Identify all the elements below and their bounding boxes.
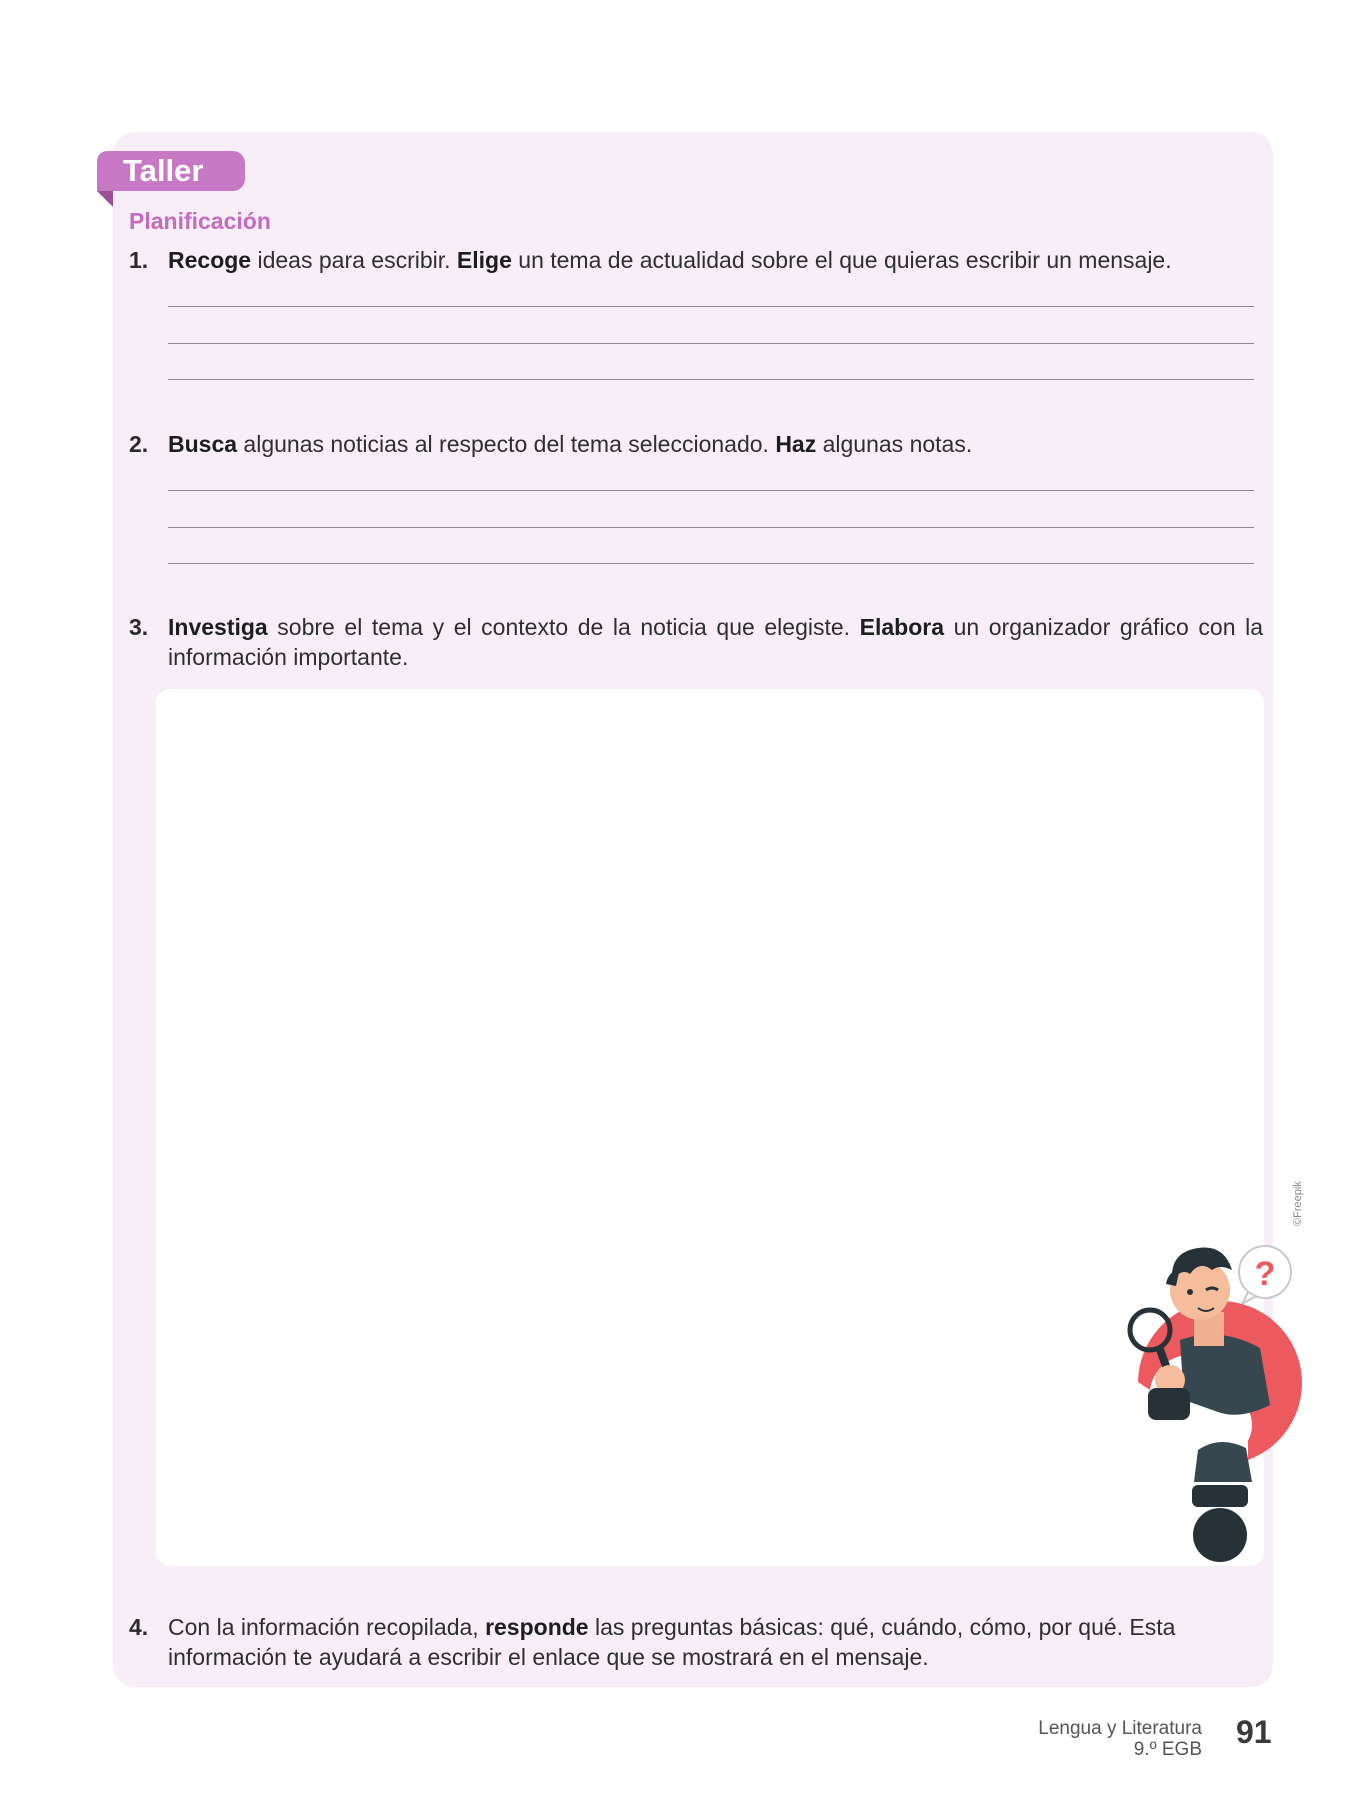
question-3: [129, 612, 1263, 672]
question-4: [129, 1612, 1263, 1672]
graphic-organizer-area[interactable]: [156, 689, 1264, 1566]
text-segment: ideas para escribir.: [251, 247, 457, 273]
question-mark-icon: ?: [1254, 1255, 1276, 1293]
verb-haz: Haz: [775, 431, 817, 457]
verb-responde: responde: [485, 1614, 589, 1640]
verb-investiga: Investiga: [168, 614, 268, 640]
question-text: [168, 245, 1263, 275]
verb-recoge: Recoge: [168, 247, 252, 273]
page-number: 91: [1236, 1714, 1272, 1750]
question-text: [168, 429, 1263, 459]
text-segment: sobre el tema y el contexto de la noticia que elegiste.: [267, 614, 860, 640]
answer-line[interactable]: [168, 343, 1254, 344]
text-segment: Con la información recopilada,: [168, 1614, 486, 1640]
verb-busca: Busca: [168, 431, 238, 457]
grade-label: 9.º EGB: [1133, 1739, 1202, 1760]
question-number: 1.: [129, 247, 149, 273]
text-segment: un tema de actualidad sobre el que quieras escribir un mensaje.: [511, 247, 1172, 273]
section-title: Planificación: [129, 208, 271, 234]
answer-line[interactable]: [168, 563, 1254, 564]
question-text: [168, 1612, 1263, 1672]
answer-line[interactable]: [168, 379, 1254, 380]
answer-line[interactable]: [168, 490, 1254, 491]
text-segment: las preguntas básicas: qué, cuándo, cómo, por qué. Esta información te ayudará a escribir el enlace que se mostrará en el mensaje.: [168, 1614, 1176, 1670]
answer-line[interactable]: [168, 306, 1254, 307]
question-number: 4.: [129, 1614, 149, 1640]
question-1: [129, 245, 1263, 275]
text-segment: un organizador gráfico con la información importante.: [168, 614, 1263, 670]
text-segment: algunas noticias al respecto del tema seleccionado.: [237, 431, 776, 457]
tab-fold-decoration: [97, 191, 113, 207]
question-number: 2.: [129, 431, 149, 457]
answer-line[interactable]: [168, 527, 1254, 528]
image-credit: ©Freepik: [1292, 1181, 1304, 1226]
question-2: [129, 429, 1263, 459]
section-tab: Taller: [97, 151, 245, 191]
footer-subject: [1038, 1718, 1202, 1760]
subject-name: Lengua y Literatura: [1038, 1718, 1202, 1739]
verb-elige: Elige: [456, 247, 512, 273]
question-text: [168, 612, 1263, 672]
verb-elabora: Elabora: [859, 614, 945, 640]
question-number: 3.: [129, 614, 149, 640]
text-segment: algunas notas.: [816, 431, 973, 457]
thinking-person-illustration: [1120, 1230, 1320, 1570]
